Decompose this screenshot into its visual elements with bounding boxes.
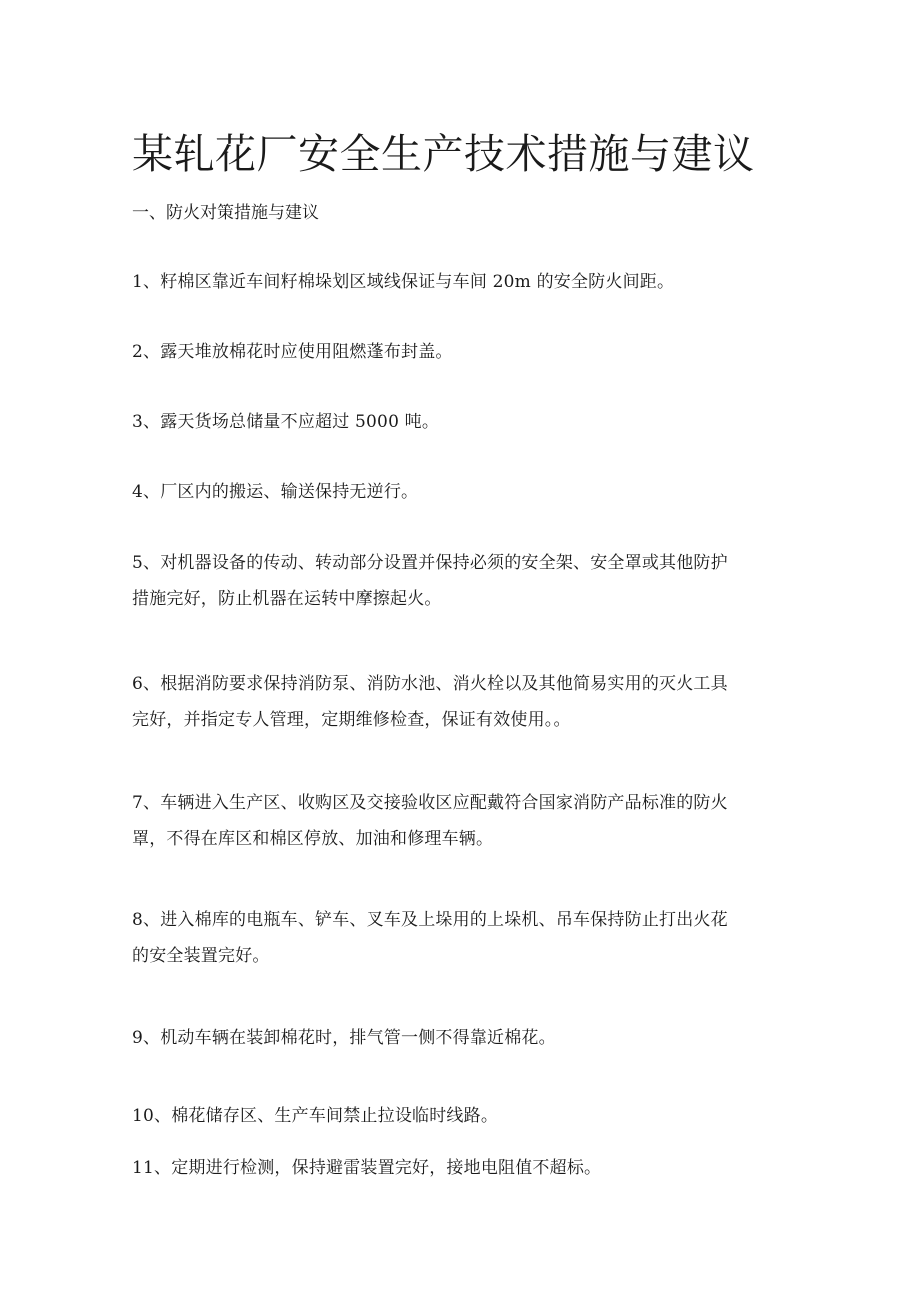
list-item: [132, 666, 782, 738]
item-line: 完好，并指定专人管理，定期维修检查，保证有效使用。。: [132, 710, 571, 730]
section-heading: 一、防火对策措施与建议: [132, 203, 319, 223]
item-line: 11、定期进行检测，保持避雷装置完好，接地电阻值不超标。: [132, 1158, 602, 1178]
list-item: [132, 1150, 782, 1186]
item-line: 9、机动车辆在装卸棉花时，排气管一侧不得靠近棉花。: [132, 1028, 556, 1048]
item-line: 6、根据消防要求保持消防泵、消防水池、消火栓以及其他简易实用的灭火工具: [132, 674, 728, 694]
item-line: 1、籽棉区靠近车间籽棉垛划区域线保证与车间 20m 的安全防火间距。: [132, 272, 675, 292]
item-line: 4、厂区内的搬运、输送保持无逆行。: [132, 482, 419, 502]
item-line: 2、露天堆放棉花时应使用阻燃蓬布封盖。: [132, 342, 453, 362]
item-line: 罩，不得在库区和棉区停放、加油和修理车辆。: [132, 829, 494, 849]
list-item: [132, 785, 782, 857]
document-title: 某轧花厂安全生产技术措施与建议: [132, 130, 755, 178]
list-item: [132, 264, 782, 300]
list-item: [132, 1020, 782, 1056]
list-item: [132, 545, 782, 617]
item-line: 3、露天货场总储量不应超过 5000 吨。: [132, 412, 440, 432]
item-line: 7、车辆进入生产区、收购区及交接验收区应配戴符合国家消防产品标准的防火: [132, 793, 728, 813]
item-line: 5、对机器设备的传动、转动部分设置并保持必须的安全架、安全罩或其他防护: [132, 553, 728, 573]
item-line: 8、进入棉库的电瓶车、铲车、叉车及上垛用的上垛机、吊车保持防止打出火花: [132, 910, 728, 930]
item-line: 措施完好，防止机器在运转中摩擦起火。: [132, 589, 442, 609]
item-line: 的安全装置完好。: [132, 946, 270, 966]
list-item: [132, 902, 782, 974]
list-item: [132, 404, 782, 440]
list-item: [132, 1098, 782, 1134]
list-item: [132, 474, 782, 510]
item-line: 10、棉花储存区、生产车间禁止拉设临时线路。: [132, 1106, 499, 1126]
list-item: [132, 334, 782, 370]
